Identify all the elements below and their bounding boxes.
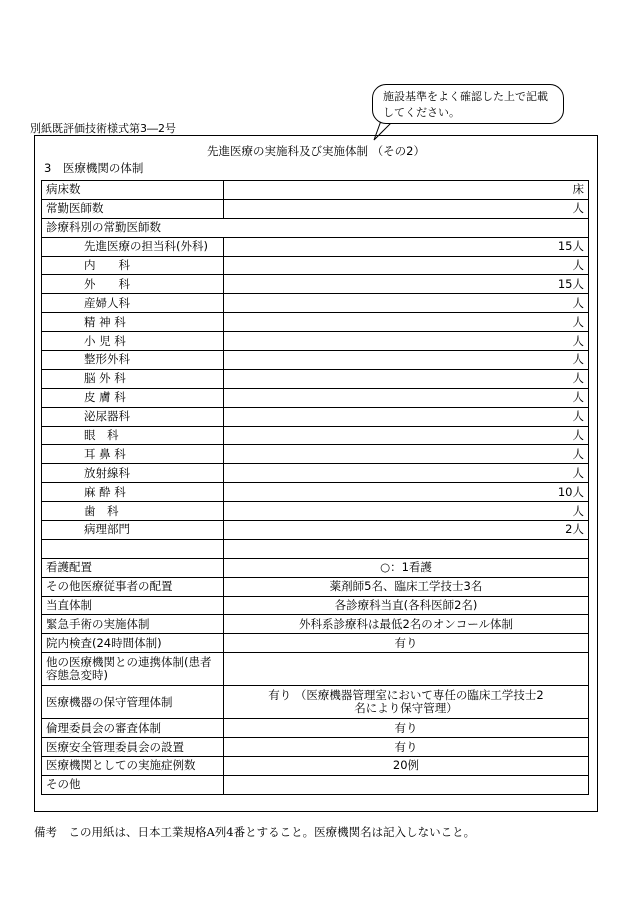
department-row (42, 445, 589, 464)
row-value: 有り (224, 738, 589, 757)
department-label: 先進医療の担当科(外科) (42, 237, 224, 256)
department-row (42, 464, 589, 483)
department-label: 小 児 科 (42, 332, 224, 351)
table-row (42, 615, 589, 634)
row-label: その他 (42, 775, 224, 794)
department-count: 人 (224, 369, 589, 388)
row-value (224, 653, 589, 686)
blank-row (42, 539, 589, 558)
department-row (42, 351, 589, 370)
row-label: 医療安全管理委員会の設置 (42, 738, 224, 757)
row-label: 医療機関としての実施症例数 (42, 757, 224, 776)
staffing-table (41, 180, 589, 795)
department-count: 人 (224, 464, 589, 483)
department-count: 人 (224, 502, 589, 521)
table-row (42, 199, 589, 218)
department-count: 人 (224, 351, 589, 370)
department-count: 人 (224, 256, 589, 275)
department-count: 人 (224, 313, 589, 332)
table-row (42, 558, 589, 577)
department-label: 麻 酔 科 (42, 483, 224, 502)
table-row (42, 757, 589, 776)
table-row (42, 738, 589, 757)
department-label: 耳 鼻 科 (42, 445, 224, 464)
department-label: 外 科 (42, 275, 224, 294)
department-count: 人 (224, 426, 589, 445)
department-count: 人 (224, 445, 589, 464)
blank-cell (42, 539, 224, 558)
department-count: 15人 (224, 237, 589, 256)
row-label: 常勤医師数 (42, 199, 224, 218)
department-row (42, 237, 589, 256)
form-title: 先進医療の実施科及び実施体制 （その2） (207, 144, 425, 158)
row-label: その他医療従事者の配置 (42, 577, 224, 596)
row-label: 他の医療機関との連携体制(患者容態急変時) (42, 653, 224, 686)
row-value (224, 775, 589, 794)
table-row (42, 596, 589, 615)
department-row (42, 483, 589, 502)
department-label: 脳 外 科 (42, 369, 224, 388)
instruction-callout: 施設基準をよく確認した上で記載してください。 (372, 84, 564, 124)
row-label: 倫理委員会の審査体制 (42, 719, 224, 738)
table-row (42, 653, 589, 686)
row-label: 緊急手術の実施体制 (42, 615, 224, 634)
row-label: 医療機器の保守管理体制 (42, 686, 224, 719)
department-count: 人 (224, 388, 589, 407)
department-row (42, 388, 589, 407)
department-label: 産婦人科 (42, 294, 224, 313)
department-row (42, 426, 589, 445)
department-count: 10人 (224, 483, 589, 502)
department-label: 泌尿器科 (42, 407, 224, 426)
row-label: 看護配置 (42, 558, 224, 577)
department-label: 皮 膚 科 (42, 388, 224, 407)
table-row (42, 218, 589, 237)
department-row (42, 313, 589, 332)
department-row (42, 275, 589, 294)
department-label: 放射線科 (42, 464, 224, 483)
form-number: 別紙既評価技術様式第3―2号 (30, 122, 176, 135)
row-value: 床 (224, 181, 589, 200)
table-row (42, 686, 589, 719)
department-row (42, 332, 589, 351)
row-value: 有り (224, 719, 589, 738)
department-label: 整形外科 (42, 351, 224, 370)
table-row (42, 634, 589, 653)
row-label: 病床数 (42, 181, 224, 200)
row-label: 院内検査(24時間体制) (42, 634, 224, 653)
department-row (42, 256, 589, 275)
row-value: 人 (224, 199, 589, 218)
row-value: 薬剤師5名、臨床工学技士3名 (224, 577, 589, 596)
department-row (42, 369, 589, 388)
department-count: 人 (224, 407, 589, 426)
row-label: 当直体制 (42, 596, 224, 615)
row-value: 20例 (224, 757, 589, 776)
blank-cell (224, 539, 589, 558)
department-count: 人 (224, 332, 589, 351)
department-row (42, 407, 589, 426)
department-label: 精 神 科 (42, 313, 224, 332)
department-count: 2人 (224, 521, 589, 540)
department-row (42, 521, 589, 540)
department-label: 歯 科 (42, 502, 224, 521)
department-row (42, 294, 589, 313)
department-label: 病理部門 (42, 521, 224, 540)
remarks-note: 備考 この用紙は、日本工業規格A列4番とすること。医療機関名は記入しないこと。 (34, 825, 476, 839)
table-row (42, 577, 589, 596)
section-heading: 3 医療機関の体制 (44, 161, 144, 175)
table-row (42, 181, 589, 200)
department-count: 15人 (224, 275, 589, 294)
table-row (42, 775, 589, 794)
department-row (42, 502, 589, 521)
department-label: 内 科 (42, 256, 224, 275)
row-value: ○：1看護 (224, 558, 589, 577)
row-value: 有り （医療機器管理室において専任の臨床工学技士2名により保守管理） (224, 686, 589, 719)
table-row (42, 719, 589, 738)
row-value: 外科系診療科は最低2名のオンコール体制 (224, 615, 589, 634)
department-label: 眼 科 (42, 426, 224, 445)
row-value: 有り (224, 634, 589, 653)
row-label: 診療科別の常勤医師数 (42, 218, 589, 237)
row-value: 各診療科当直(各科医師2名) (224, 596, 589, 615)
department-count: 人 (224, 294, 589, 313)
